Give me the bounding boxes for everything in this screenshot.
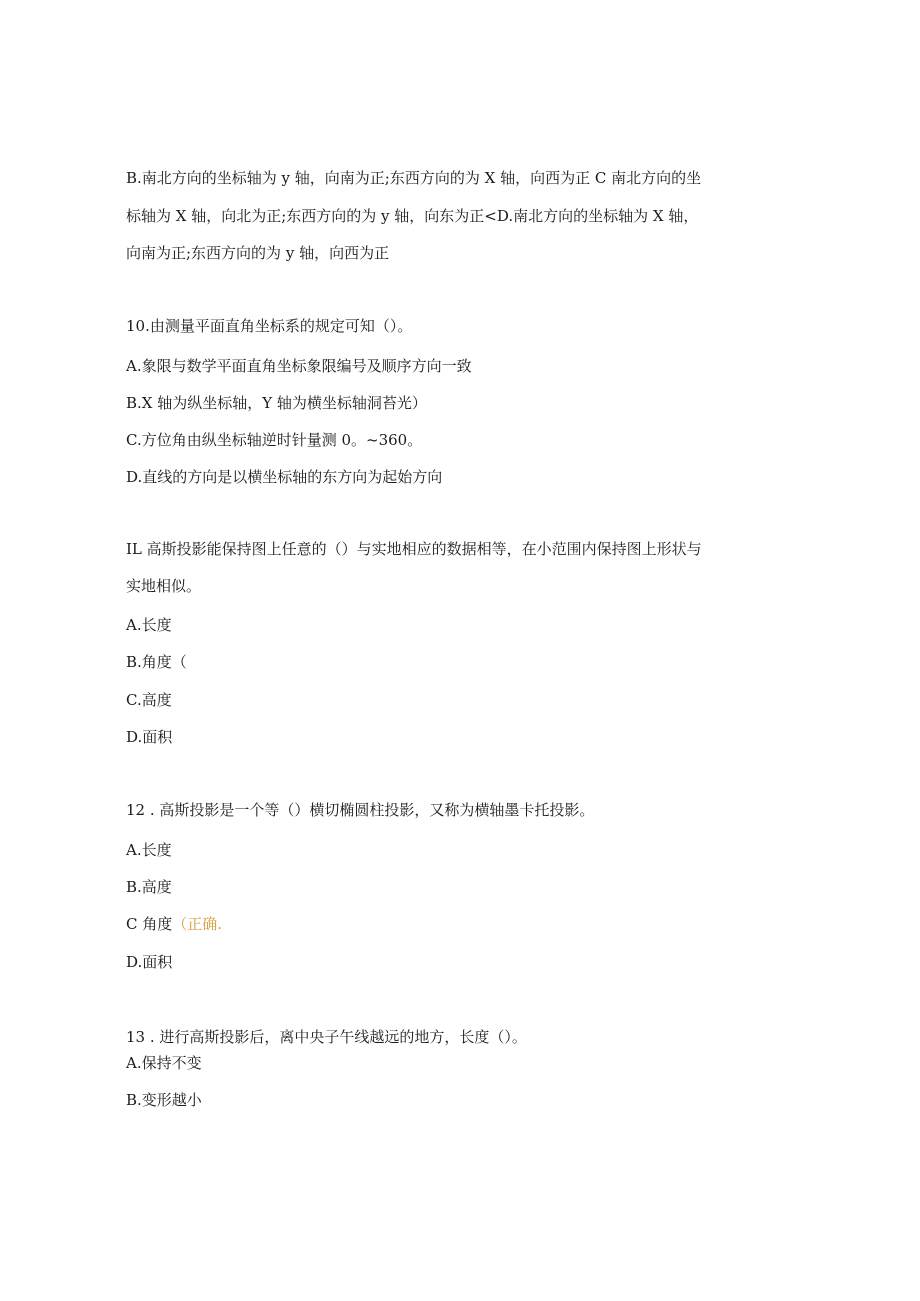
q11-option-b: B.角度（ [126, 653, 187, 671]
q11-stem-line-2: 实地相似。 [126, 577, 202, 595]
q9-option-line-1: B.南北方向的坐标轴为 y 轴，向南为正;东西方向的为 X 轴，向西为正 C 南北方向的坐 [126, 169, 702, 187]
q11-stem-line-1: IL 高斯投影能保持图上任意的（）与实地相应的数据相等，在小范围内保持图上形状与 [126, 540, 702, 558]
q12-option-c [126, 914, 222, 934]
q12-stem: 12 . 高斯投影是一个等（）横切椭圆柱投影，又称为横轴墨卡托投影。 [126, 801, 595, 819]
q9-option-line-2: 标轴为 X 轴，向北为正;东西方向的为 y 轴，向东为正<D.南北方向的坐标轴为 X 轴， [126, 207, 699, 225]
q10-option-a: A.象限与数学平面直角坐标象限编号及顺序方向一致 [126, 357, 472, 375]
q11-option-c: C.高度 [126, 691, 172, 709]
q13-option-b: B.变形越小 [126, 1091, 202, 1109]
q13-option-a: A.保持不变 [126, 1054, 202, 1072]
q12-option-c-label: C 角度 [126, 915, 173, 933]
q10-option-c: C.方位角由纵坐标轴逆时针量测 0。~360。 [126, 431, 423, 449]
q12-option-d: D.面积 [126, 953, 173, 971]
q13-stem: 13 . 进行高斯投影后，离中央子午线越远的地方，长度（）。 [126, 1028, 527, 1046]
q10-option-b: B.X 轴为纵坐标轴，Y 轴为横坐标轴洞苔光） [126, 394, 427, 412]
q12-option-b: B.高度 [126, 878, 172, 896]
q11-option-d: D.面积 [126, 728, 173, 746]
correct-answer-mark: （正确. [172, 915, 223, 933]
q12-option-a: A.长度 [126, 841, 172, 859]
q11-option-a: A.长度 [126, 616, 172, 634]
q10-stem: 10.由测量平面直角坐标系的规定可知（）。 [126, 317, 413, 335]
q9-option-line-3: 向南为正;东西方向的为 y 轴，向西为正 [126, 244, 390, 262]
q10-option-d: D.直线的方向是以横坐标轴的东方向为起始方向 [126, 468, 443, 486]
